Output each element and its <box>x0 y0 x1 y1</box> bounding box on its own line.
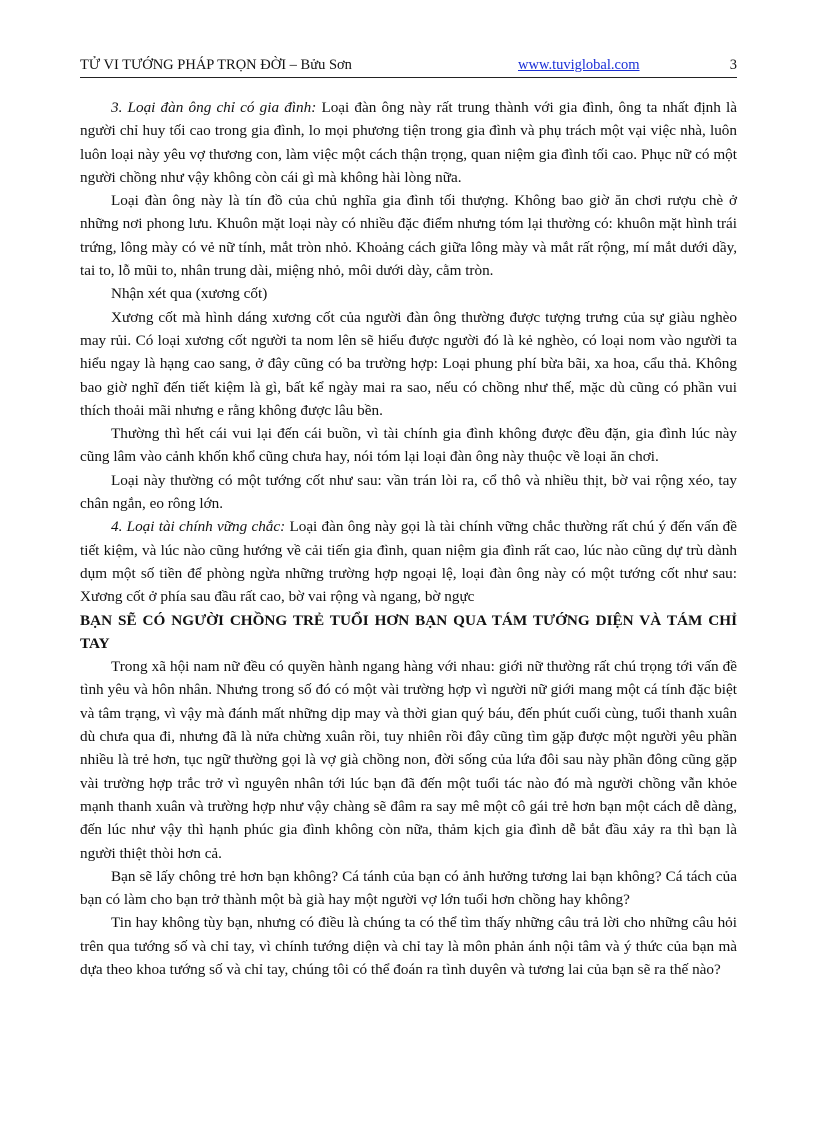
paragraph-text: Loại đàn ông này gọi là tài chính vững chắc thường rất chú ý đến vấn đề tiết kiệm, và lúc nào cũng hướng về cải tiến gia đình, quan niệm gia đình rất cao, lúc nào cũng dự trù dành dụm một số tiền để phòng ngừa những trường hợp ngoại lệ, loại đàn ông này có một tướng cốt như sau: Xương cốt ở phía sau đầu rất cao, bờ vai rộng và ngang, bờ ngực <box>80 518 737 606</box>
paragraph: Nhận xét qua (xương cốt) <box>111 285 268 303</box>
paragraph: Loại này thường có một tướng cốt như sau: vần trán lòi ra, cổ thô và nhiều thịt, bờ vai rộng xéo, tay chân ngắn, eo rông lớn. <box>80 471 737 513</box>
page-header <box>80 55 737 78</box>
paragraph: Tin hay không tùy bạn, nhưng có điều là chúng ta có thể tìm thấy những câu trả lời cho những câu hỏi trên qua tướng số và chỉ tay, vì chính tướng diện và chỉ tay là môn phản ánh nội tâm và ý thức của bạn mà dựa theo khoa tướng số và chỉ tay, chúng tôi có thể đoán ra tình duyên và tương lai của bạn sẽ ra thế nào? <box>80 914 737 978</box>
paragraph <box>80 96 737 189</box>
document-body <box>80 96 737 981</box>
paragraph: Bạn sẽ lấy chông trẻ hơn bạn không? Cá tánh của bạn có ảnh hưởng tương lai bạn không? Cá tách của bạn có làm cho bạn trở thành một bà già hay một người vợ lớn tuổi hơn chồng hay không? <box>80 867 737 909</box>
page-number: 3 <box>729 57 737 73</box>
paragraph: Trong xã hội nam nữ đều có quyền hành ngang hàng với nhau: giới nữ thường rất chú trọng tới vấn đề tình yêu và hôn nhân. Nhưng trong số đó có một vài trường hợp vì người nữ giới mang một cá tính đặc biệt và tâm trạng, vì vậy mà đánh mất những dịp may và thời gian quý báu, đến phút cuối cùng, tuổi thanh xuân dù chưa qua đi, nhưng đã là nửa chừng xuân rồi, tuy nhiên rồi đây cũng tìm gặp được một người yêu phần nhiều là trẻ hơn, tục ngữ thường gọi là vợ già chồng non, đời sống của lứa đôi sau này phần đông cũng gặp vài trường hợp trắc trở vì nguyên nhân tới lúc bạn đã đến một tuổi tác nào đó mà người chồng vẫn khỏe mạnh thanh xuân và trường hợp như vậy chàng sẽ đâm ra say mê một cô gái trẻ hơn bạn một cách dễ dàng, đến lúc như vậy thì hạnh phúc gia đình không còn nữa, thảm kịch gia đình dễ bắt đầu xảy ra thì bạn là người thiệt thòi hơn cả. <box>80 658 737 862</box>
section-heading: BẠN SẼ CÓ NGƯỜI CHỒNG TRẺ TUỔI HƠN BẠN QUA TÁM TƯỚNG DIỆN VÀ TÁM CHỈ TAY <box>80 611 737 652</box>
paragraph-label: 4. Loại tài chính vững chắc: <box>111 518 286 536</box>
paragraph: Thường thì hết cái vui lại đến cái buồn, vì tài chính gia đình không được đều đặn, gia đình lúc này cũng lâm vào cảnh khốn khổ cũng chưa hay, nói tóm lại loại đàn ông này thuộc về loại ăn chơi. <box>80 425 737 466</box>
header-title: TỬ VI TƯỚNG PHÁP TRỌN ĐỜI – Bửu Sơn <box>80 57 352 73</box>
paragraph: Loại đàn ông này là tín đồ của chủ nghĩa gia đình tối thượng. Không bao giờ ăn chơi rượu chè ở những nơi phong lưu. Khuôn mặt loại này có nhiều đặc điểm nhưng tóm lại thường có: khuôn mặt hình trái trứng, lông mày có vẻ nữ tính, mắt tròn nhỏ. Khoảng cách giữa lông mày và mắt rất rộng, mí mắt dưới dầy, tai to, lỗ mũi to, nhân trung dài, miệng nhỏ, môi dưới dày, cằm tròn. <box>80 192 737 280</box>
paragraph-label: 3. Loại đàn ông chỉ có gia đình: <box>111 99 317 116</box>
header-url-link[interactable]: www.tuviglobal.com <box>518 57 640 73</box>
paragraph <box>80 515 737 608</box>
paragraph-text: Loại đàn ông này rất trung thành với gia đình, ông ta nhất định là người chỉ huy tối cao trong gia đình, lo mọi phương tiện trong gia đình và phụ trách một vại việc nhà, luôn luôn loại này yêu vợ thương con, làm việc một cách thận trọng, quan niệm gia đình tối cao. Phục nữ có một người chồng như vậy không còn cái gì mà không hài lòng nữa. <box>80 99 737 186</box>
paragraph: Xương cốt mà hình dáng xương cốt của người đàn ông thường được tượng trưng của sự giàu nghèo may rủi. Có loại xương cốt người ta nom lên sẽ hiểu được người đó là kẻ nghèo, có loại nom vào người ta hiểu ngay là hạng cao sang, ở đây cũng có ba trường hợp: Loại phung phí bừa bãi, xa hoa, cẩu thả. Không bao giờ nghĩ đến tiết kiệm là gì, bất kể ngày mai ra sao, nếu có chồng như thế, mặc dù cũng có phần vui thích thoải mãi nhưng e rằng không được lâu bền. <box>80 308 737 419</box>
